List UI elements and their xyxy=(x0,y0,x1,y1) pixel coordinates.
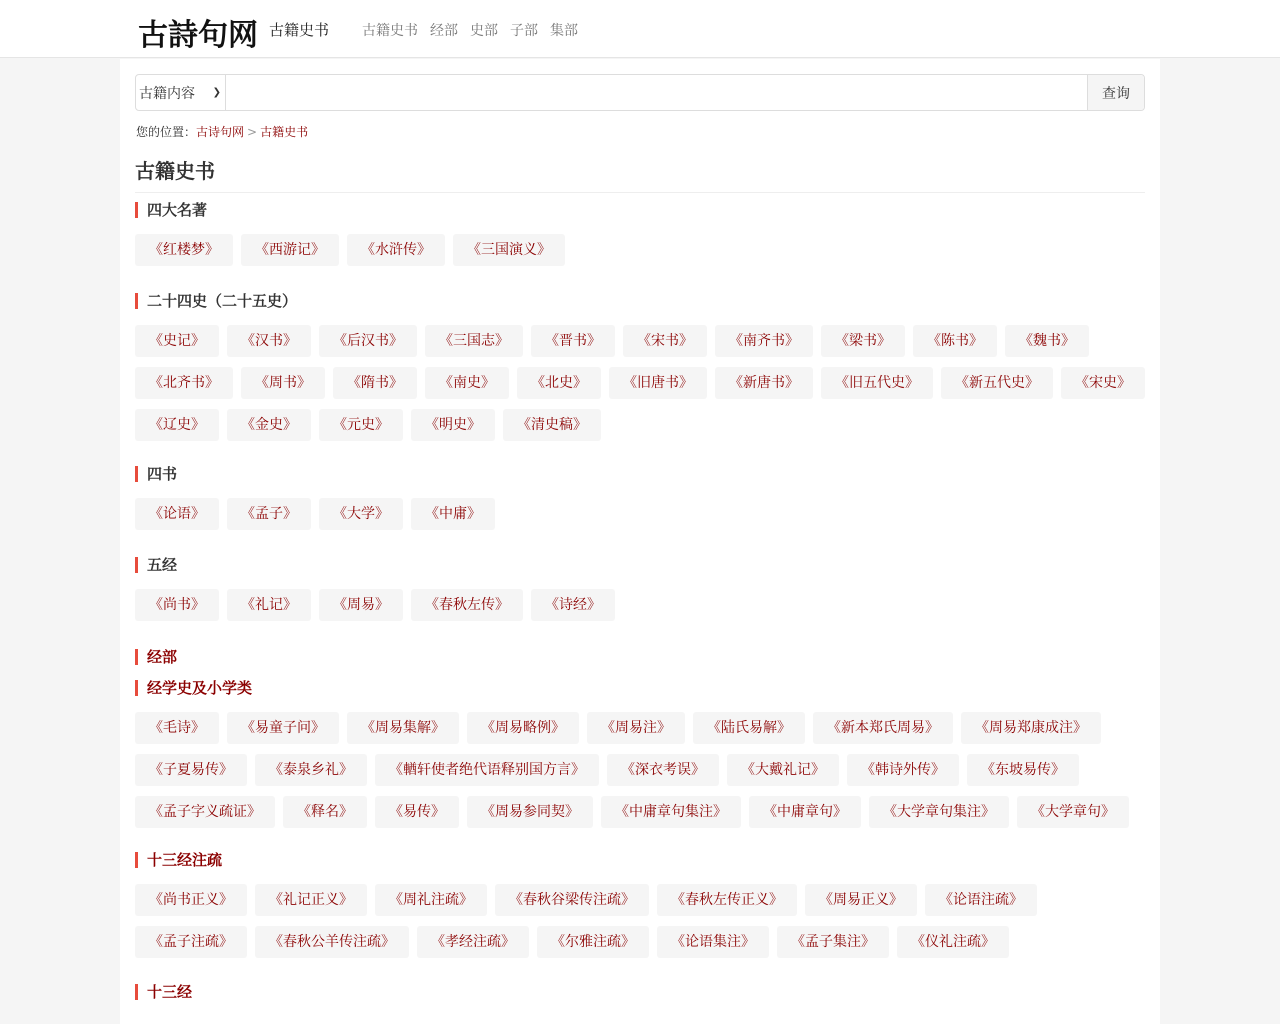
book-tag[interactable]: 《周易参同契》 xyxy=(467,796,593,828)
book-tag[interactable]: 《宋史》 xyxy=(1061,367,1145,399)
section-subtitle[interactable]: 经学史及小学类 xyxy=(135,680,1145,696)
book-tag[interactable]: 《宋书》 xyxy=(623,325,707,357)
book-tag[interactable]: 《孟子字义疏证》 xyxy=(135,796,275,828)
book-tag[interactable]: 《旧唐书》 xyxy=(609,367,707,399)
book-tag[interactable]: 《周书》 xyxy=(241,367,325,399)
breadcrumb-prefix: 您的位置： xyxy=(136,125,197,139)
book-tag[interactable]: 《大学》 xyxy=(319,498,403,530)
section-title[interactable]: 十三经注疏 xyxy=(135,852,1145,868)
main-content xyxy=(120,59,1160,1024)
book-tag-list xyxy=(135,712,1145,828)
section-sishu xyxy=(135,466,1145,530)
book-tag[interactable]: 《大学章句》 xyxy=(1017,796,1129,828)
book-tag[interactable]: 《释名》 xyxy=(283,796,367,828)
book-tag[interactable]: 《北史》 xyxy=(517,367,601,399)
book-tag[interactable]: 《新唐书》 xyxy=(715,367,813,399)
book-tag[interactable]: 《孟子集注》 xyxy=(777,926,889,958)
book-tag[interactable]: 《韩诗外传》 xyxy=(847,754,959,786)
section-title-jingbu[interactable]: 经部 xyxy=(135,649,1145,665)
book-tag[interactable]: 《深衣考误》 xyxy=(607,754,719,786)
book-tag[interactable]: 《礼记》 xyxy=(227,589,311,621)
book-tag-list xyxy=(135,325,1145,441)
book-tag[interactable]: 《元史》 xyxy=(319,409,403,441)
book-tag[interactable]: 《尚书》 xyxy=(135,589,219,621)
section-title[interactable]: 十三经 xyxy=(135,984,1145,1000)
nav-item-guji[interactable]: 古籍史书 xyxy=(362,23,418,39)
breadcrumb-separator: > xyxy=(247,125,258,139)
book-tag[interactable]: 《春秋左传》 xyxy=(411,589,523,621)
book-tag[interactable]: 《孟子》 xyxy=(227,498,311,530)
book-tag[interactable]: 《陈书》 xyxy=(913,325,997,357)
search-type-value: 古籍内容 xyxy=(139,85,195,102)
section-wujing xyxy=(135,557,1145,621)
book-tag[interactable]: 《辽史》 xyxy=(135,409,219,441)
book-tag[interactable]: 《礼记正义》 xyxy=(255,884,367,916)
book-tag[interactable]: 《南史》 xyxy=(425,367,509,399)
book-tag[interactable]: 《后汉书》 xyxy=(319,325,417,357)
book-tag[interactable]: 《东坡易传》 xyxy=(967,754,1079,786)
book-tag[interactable]: 《汉书》 xyxy=(227,325,311,357)
book-tag[interactable]: 《三国演义》 xyxy=(453,234,565,266)
chevron-down-icon: ❯ xyxy=(212,87,221,98)
book-tag[interactable]: 《大学章句集注》 xyxy=(869,796,1009,828)
book-tag[interactable]: 《孝经注疏》 xyxy=(417,926,529,958)
top-nav xyxy=(362,20,578,40)
book-tag[interactable]: 《易童子问》 xyxy=(227,712,339,744)
book-tag[interactable]: 《史记》 xyxy=(135,325,219,357)
book-tag[interactable]: 《水浒传》 xyxy=(347,234,445,266)
book-tag[interactable]: 《周易》 xyxy=(319,589,403,621)
book-tag[interactable]: 《隋书》 xyxy=(333,367,417,399)
book-tag[interactable]: 《子夏易传》 xyxy=(135,754,247,786)
site-subtitle: 古籍史书 xyxy=(269,21,330,39)
book-tag[interactable]: 《大戴礼记》 xyxy=(727,754,839,786)
book-tag[interactable]: 《魏书》 xyxy=(1005,325,1089,357)
book-tag[interactable]: 《三国志》 xyxy=(425,325,523,357)
book-tag[interactable]: 《诗经》 xyxy=(531,589,615,621)
book-tag[interactable]: 《清史稿》 xyxy=(503,409,601,441)
book-tag[interactable]: 《论语》 xyxy=(135,498,219,530)
book-tag[interactable]: 《春秋左传正义》 xyxy=(657,884,797,916)
section-title: 二十四史（二十五史） xyxy=(135,293,1145,309)
book-tag[interactable]: 《晋书》 xyxy=(531,325,615,357)
site-logo[interactable]: 古詩句网 xyxy=(138,18,258,53)
book-tag[interactable]: 《周易集解》 xyxy=(347,712,459,744)
book-tag[interactable]: 《仪礼注疏》 xyxy=(897,926,1009,958)
book-tag[interactable]: 《论语注疏》 xyxy=(925,884,1037,916)
book-tag[interactable]: 《周易注》 xyxy=(587,712,685,744)
section-title: 五经 xyxy=(135,557,1145,573)
book-tag[interactable]: 《明史》 xyxy=(411,409,495,441)
book-tag[interactable]: 《周易郑康成注》 xyxy=(961,712,1101,744)
book-tag[interactable]: 《西游记》 xyxy=(241,234,339,266)
book-tag[interactable]: 《孟子注疏》 xyxy=(135,926,247,958)
page-title: 古籍史书 xyxy=(135,155,1145,193)
book-tag[interactable]: 《輶轩使者绝代语释别国方言》 xyxy=(375,754,599,786)
book-tag[interactable]: 《易传》 xyxy=(375,796,459,828)
nav-item-jibu[interactable]: 集部 xyxy=(550,23,578,39)
book-tag[interactable]: 《周易正义》 xyxy=(805,884,917,916)
book-tag[interactable]: 《新五代史》 xyxy=(941,367,1053,399)
search-bar xyxy=(135,74,1145,111)
book-tag[interactable]: 《陆氏易解》 xyxy=(693,712,805,744)
book-tag[interactable]: 《红楼梦》 xyxy=(135,234,233,266)
book-tag-list xyxy=(135,234,1145,266)
book-tag-list xyxy=(135,884,1145,958)
nav-item-zibu[interactable]: 子部 xyxy=(510,23,538,39)
nav-item-jingbu[interactable]: 经部 xyxy=(430,23,458,39)
book-tag[interactable]: 《毛诗》 xyxy=(135,712,219,744)
section-shisanjing xyxy=(135,984,1145,1016)
breadcrumb-home-link[interactable]: 古诗句网 xyxy=(196,125,245,139)
book-tag[interactable]: 《中庸章句》 xyxy=(749,796,861,828)
book-tag[interactable]: 《尔雅注疏》 xyxy=(537,926,649,958)
section-ershisi-shi xyxy=(135,293,1145,441)
book-tag[interactable]: 《旧五代史》 xyxy=(821,367,933,399)
section-title: 四大名著 xyxy=(135,202,1145,218)
book-tag[interactable]: 《周易略例》 xyxy=(467,712,579,744)
book-tag[interactable]: 《中庸》 xyxy=(411,498,495,530)
book-tag[interactable]: 《新本郑氏周易》 xyxy=(813,712,953,744)
book-tag[interactable]: 《金史》 xyxy=(227,409,311,441)
section-title: 四书 xyxy=(135,466,1145,482)
book-tag[interactable]: 《春秋谷梁传注疏》 xyxy=(495,884,649,916)
book-tag[interactable]: 《中庸章句集注》 xyxy=(601,796,741,828)
book-tag[interactable]: 《周礼注疏》 xyxy=(375,884,487,916)
book-tag[interactable]: 《尚书正义》 xyxy=(135,884,247,916)
book-tag[interactable]: 《南齐书》 xyxy=(715,325,813,357)
book-tag[interactable]: 《梁书》 xyxy=(821,325,905,357)
search-button[interactable]: 查询 xyxy=(1087,75,1144,110)
book-tag-list xyxy=(135,589,1145,621)
book-tag[interactable]: 《北齐书》 xyxy=(135,367,233,399)
top-bar xyxy=(0,0,1280,58)
book-tag[interactable]: 《论语集注》 xyxy=(657,926,769,958)
book-tag[interactable]: 《春秋公羊传注疏》 xyxy=(255,926,409,958)
section-jingbu xyxy=(135,649,1145,828)
search-type-select[interactable] xyxy=(136,75,226,110)
book-tag-list xyxy=(135,498,1145,530)
breadcrumb-current-link[interactable]: 古籍史书 xyxy=(260,125,309,139)
book-tag[interactable]: 《泰泉乡礼》 xyxy=(255,754,367,786)
section-sida-mingzhu xyxy=(135,202,1145,266)
breadcrumb xyxy=(136,123,308,140)
section-shisanjing-zhushu xyxy=(135,852,1145,958)
nav-item-shibu[interactable]: 史部 xyxy=(470,23,498,39)
search-input[interactable] xyxy=(226,75,1087,110)
